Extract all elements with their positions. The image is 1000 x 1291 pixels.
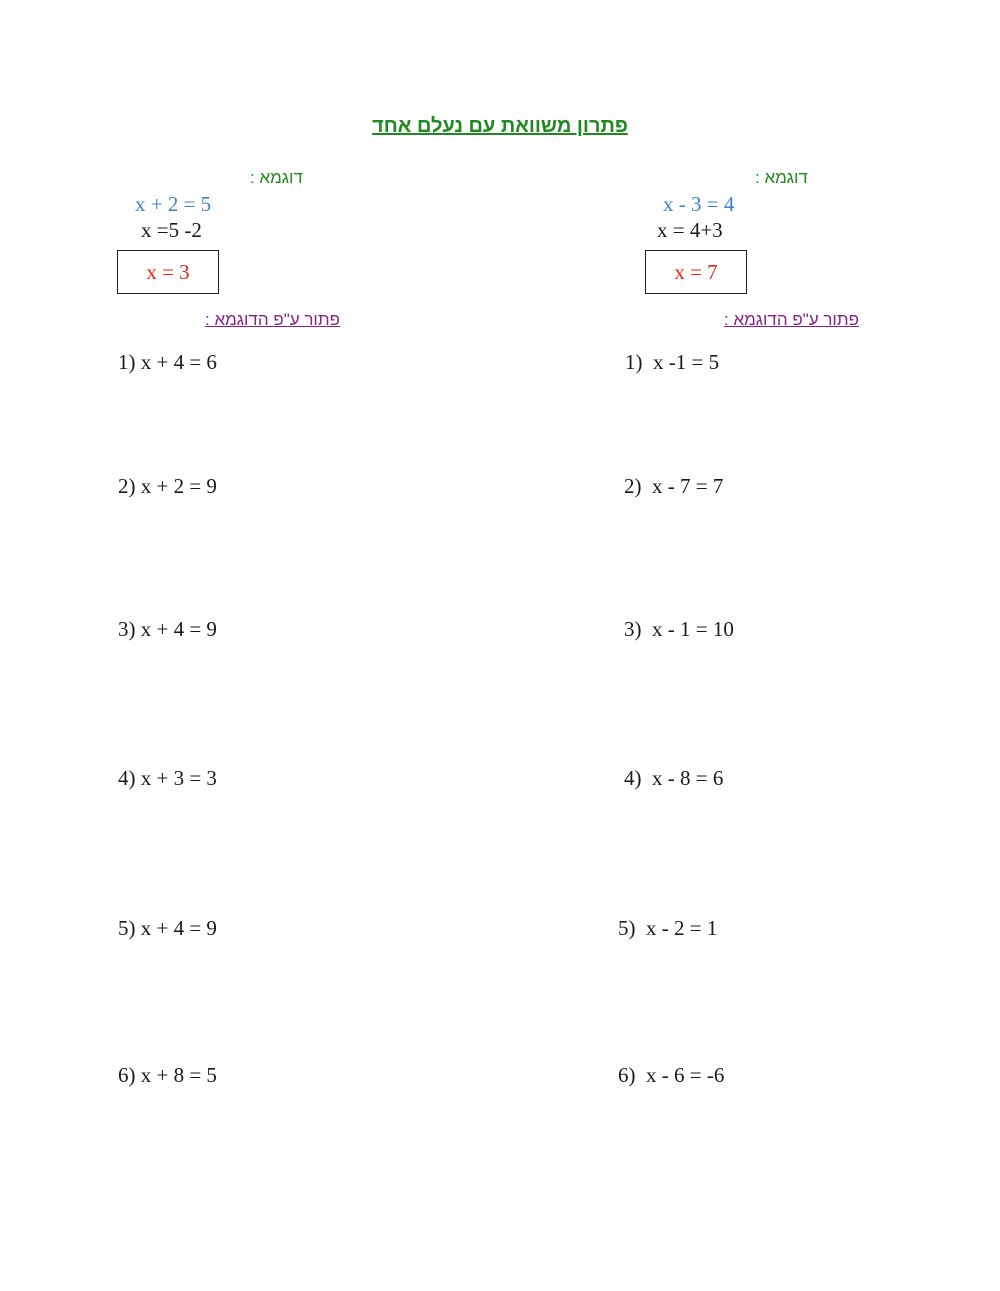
right-example-step: x = 4+3: [657, 218, 723, 242]
left-exercise-5: 5) x + 4 = 9: [118, 916, 217, 940]
page-title: פתרון משוואת עם נעלם אחד: [372, 115, 628, 137]
right-example-answer-box: [645, 250, 747, 294]
left-exercise-1: 1) x + 4 = 6: [118, 350, 217, 374]
left-instruction: פתור ע"פ הדוגמא :: [205, 310, 340, 329]
left-example-answer-box: [117, 250, 219, 294]
right-example-answer: x = 7: [674, 259, 718, 284]
right-example-equation: x - 3 = 4: [663, 192, 735, 216]
right-exercise-2: 2) x - 7 = 7: [624, 474, 724, 498]
right-exercise-6: 6) x - 6 = -6: [618, 1063, 725, 1087]
right-exercise-5: 5) x - 2 = 1: [618, 916, 718, 940]
left-example-label: דוגמא :: [250, 168, 303, 187]
left-exercise-3: 3) x + 4 = 9: [118, 617, 217, 641]
left-example-step: x =5 -2: [141, 218, 202, 242]
left-example-equation: x + 2 = 5: [135, 192, 212, 216]
left-example-answer: x = 3: [146, 259, 190, 284]
left-exercise-6: 6) x + 8 = 5: [118, 1063, 217, 1087]
left-exercise-2: 2) x + 2 = 9: [118, 474, 217, 498]
right-example-label: דוגמא :: [755, 168, 808, 187]
right-exercise-4: 4) x - 8 = 6: [624, 766, 724, 790]
left-exercise-4: 4) x + 3 = 3: [118, 766, 217, 790]
right-exercise-1: 1) x -1 = 5: [625, 350, 720, 374]
right-exercise-3: 3) x - 1 = 10: [624, 617, 734, 641]
right-instruction: פתור ע"פ הדוגמא :: [724, 310, 859, 329]
